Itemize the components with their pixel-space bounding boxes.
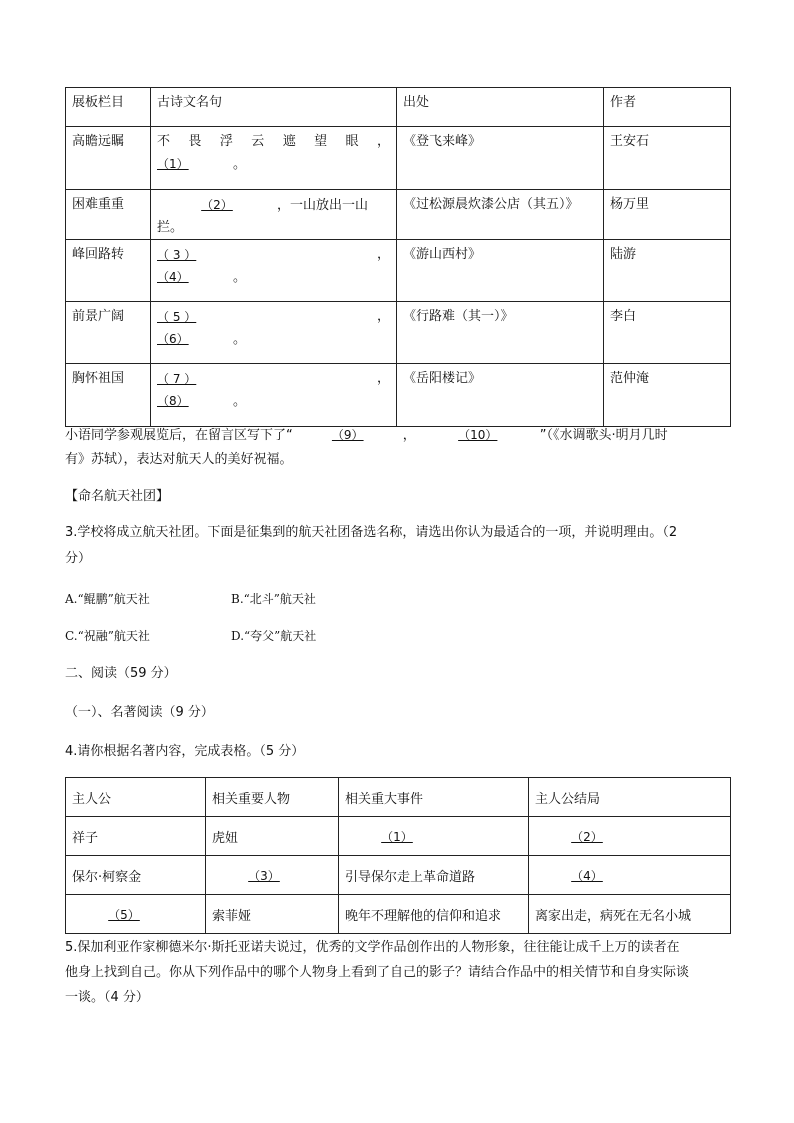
fill-blank[interactable]: （ 5 ） <box>157 310 197 324</box>
fill-blank[interactable]: （8） <box>157 394 189 408</box>
header-cell: 出处 <box>397 88 604 127</box>
novel-table <box>65 777 731 934</box>
question-5: 5.保加利亚作家柳德米尔·斯托亚诺夫说过，优秀的文学作品创作出的人物形象，往往能让成千上万的读者在 <box>65 940 680 955</box>
question-3: 3.学校将成立航天社团。下面是征集到的航天社团备选名称，请选出你认为最适合的一项，并说明理由。（2 <box>65 525 678 540</box>
table-cell <box>206 856 339 895</box>
option-a[interactable]: A.“鲲鹏”航天社 <box>65 592 150 606</box>
fill-blank[interactable]: （4） <box>571 868 603 883</box>
fill-blank[interactable]: （1） <box>381 829 413 844</box>
source-cell: 《岳阳楼记》 <box>397 364 604 427</box>
table-cell <box>529 856 731 895</box>
header-cell: 作者 <box>604 88 731 127</box>
header-cell: 主人公 <box>66 778 206 817</box>
author-cell: 范仲淹 <box>604 364 731 427</box>
table-row <box>66 127 731 190</box>
fill-blank[interactable]: （3） <box>248 868 280 883</box>
table-cell: 晚年不理解他的信仰和追求 <box>339 895 529 934</box>
verse-line: 不 畏 浮 云 遮 望 眼 ， <box>157 134 390 149</box>
fill-blank[interactable]: （2） <box>571 829 603 844</box>
question-5-line2: 他身上找到自己。你从下列作品中的哪个人物身上看到了自己的影子？请结合作品中的相关情节和自身实际谈 <box>65 965 690 980</box>
table-row <box>66 240 731 302</box>
verse-cell: 不 畏 浮 云 遮 望 眼 ， （1） 。 <box>151 127 397 190</box>
verse-cell: （ 5 ） ， （6） 。 <box>151 302 397 364</box>
message-paragraph: 小语同学参观展览后，在留言区写下了“ （9） ， （10） ”（《水调歌头·明月几时 <box>65 423 668 448</box>
fill-blank[interactable]: （5） <box>108 907 140 922</box>
table-header-row <box>66 88 731 127</box>
table-row <box>66 817 731 856</box>
option-d[interactable]: D.“夸父”航天社 <box>231 629 317 643</box>
table-row <box>66 895 731 934</box>
column-cell: 高瞻远瞩 <box>66 127 151 190</box>
section-heading: 二、阅读（59 分） <box>65 666 177 681</box>
author-cell: 王安石 <box>604 127 731 190</box>
fill-blank-10[interactable]: （10） <box>458 428 498 442</box>
table-cell <box>529 817 731 856</box>
fill-blank-9[interactable]: （9） <box>331 428 364 442</box>
header-cell: 主人公结局 <box>529 778 731 817</box>
verse-cell: （ 3 ） ， （4） 。 <box>151 240 397 302</box>
table-cell: 虎妞 <box>206 817 339 856</box>
poetry-table <box>65 87 731 427</box>
table-row <box>66 856 731 895</box>
question-5-line3: 一谈。（4 分） <box>65 990 149 1005</box>
fill-blank[interactable]: （4） <box>157 270 189 284</box>
author-cell: 陆游 <box>604 240 731 302</box>
table-cell: 保尔·柯察金 <box>66 856 206 895</box>
column-cell: 胸怀祖国 <box>66 364 151 427</box>
source-cell: 《过松源晨炊漆公店（其五）》 <box>397 190 604 240</box>
option-b[interactable]: B.“北斗”航天社 <box>231 592 316 606</box>
verse-cell: （2） ，一山放出一山拦。 <box>151 190 397 240</box>
source-cell: 《登飞来峰》 <box>397 127 604 190</box>
table-cell <box>339 817 529 856</box>
table-cell: 祥子 <box>66 817 206 856</box>
verse-cell: （ 7 ） ， （8） 。 <box>151 364 397 427</box>
table-header-row <box>66 778 731 817</box>
author-cell: 李白 <box>604 302 731 364</box>
header-cell: 古诗文名句 <box>151 88 397 127</box>
option-c[interactable]: C.“祝融”航天社 <box>65 629 150 643</box>
column-cell: 峰回路转 <box>66 240 151 302</box>
source-cell: 《游山西村》 <box>397 240 604 302</box>
column-cell: 前景广阔 <box>66 302 151 364</box>
question-4: 4.请你根据名著内容，完成表格。（5 分） <box>65 744 305 759</box>
table-cell: 引导保尔走上革命道路 <box>339 856 529 895</box>
question-3-line2: 分） <box>65 551 92 566</box>
header-cell: 相关重大事件 <box>339 778 529 817</box>
table-cell: 索菲娅 <box>206 895 339 934</box>
author-cell: 杨万里 <box>604 190 731 240</box>
source-cell: 《行路难（其一）》 <box>397 302 604 364</box>
subsection-heading: （一）、名著阅读（9 分） <box>65 705 214 720</box>
header-cell: 相关重要人物 <box>206 778 339 817</box>
section-title: 【命名航天社团】 <box>65 489 170 504</box>
fill-blank[interactable]: （ 3 ） <box>157 248 197 262</box>
header-cell: 展板栏目 <box>66 88 151 127</box>
fill-blank[interactable]: （1） <box>157 157 189 171</box>
table-row <box>66 302 731 364</box>
table-cell <box>66 895 206 934</box>
table-row <box>66 190 731 240</box>
fill-blank[interactable]: （2） <box>201 198 233 212</box>
fill-blank[interactable]: （6） <box>157 332 189 346</box>
fill-blank[interactable]: （ 7 ） <box>157 372 197 386</box>
table-row <box>66 364 731 427</box>
message-paragraph-line2: 有》苏轼），表达对航天人的美好祝福。 <box>65 452 293 467</box>
table-cell: 离家出走，病死在无名小城 <box>529 895 731 934</box>
column-cell: 困难重重 <box>66 190 151 240</box>
